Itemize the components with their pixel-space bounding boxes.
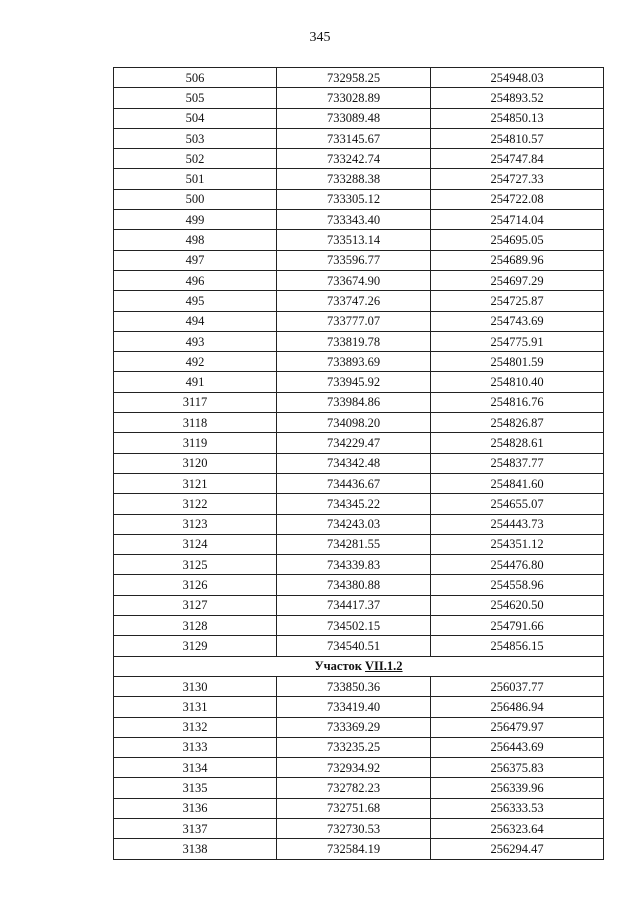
table-row: [114, 128, 604, 148]
y-coordinate-cell: 254695.05: [431, 230, 604, 250]
x-coordinate-cell: 733305.12: [277, 189, 431, 209]
table-row: [114, 149, 604, 169]
x-coordinate-cell: 733145.67: [277, 128, 431, 148]
point-number-cell: 504: [114, 108, 277, 128]
table-row: [114, 189, 604, 209]
x-coordinate-cell: 734436.67: [277, 473, 431, 493]
point-number-cell: 495: [114, 291, 277, 311]
y-coordinate-cell: 254893.52: [431, 88, 604, 108]
point-number-cell: 501: [114, 169, 277, 189]
x-coordinate-cell: 733242.74: [277, 149, 431, 169]
page-number: 345: [309, 30, 331, 45]
point-number-cell: 3117: [114, 392, 277, 412]
y-coordinate-cell: 254810.40: [431, 372, 604, 392]
y-coordinate-cell: 254655.07: [431, 494, 604, 514]
table-row: [114, 270, 604, 290]
x-coordinate-cell: 734342.48: [277, 453, 431, 473]
x-coordinate-cell: 733235.25: [277, 737, 431, 757]
table-row: [114, 737, 604, 757]
table-row: [114, 555, 604, 575]
point-number-cell: 3121: [114, 473, 277, 493]
point-number-cell: 491: [114, 372, 277, 392]
point-number-cell: 3124: [114, 534, 277, 554]
table-row: [114, 88, 604, 108]
point-number-cell: 502: [114, 149, 277, 169]
x-coordinate-cell: 734502.15: [277, 616, 431, 636]
point-number-cell: 498: [114, 230, 277, 250]
y-coordinate-cell: 256323.64: [431, 818, 604, 838]
x-coordinate-cell: 733513.14: [277, 230, 431, 250]
y-coordinate-cell: 254351.12: [431, 534, 604, 554]
y-coordinate-cell: 256443.69: [431, 737, 604, 757]
point-number-cell: 500: [114, 189, 277, 209]
table-row: [114, 453, 604, 473]
table-row: [114, 494, 604, 514]
section-row: [114, 656, 604, 676]
y-coordinate-cell: 256339.96: [431, 778, 604, 798]
x-coordinate-cell: 734380.88: [277, 575, 431, 595]
point-number-cell: 3125: [114, 555, 277, 575]
point-number-cell: 3136: [114, 798, 277, 818]
table-row: [114, 413, 604, 433]
table-row: [114, 839, 604, 859]
table-row: [114, 473, 604, 493]
table-row: [114, 230, 604, 250]
y-coordinate-cell: 254826.87: [431, 413, 604, 433]
y-coordinate-cell: 254841.60: [431, 473, 604, 493]
x-coordinate-cell: 733028.89: [277, 88, 431, 108]
point-number-cell: 506: [114, 68, 277, 88]
x-coordinate-cell: 733819.78: [277, 331, 431, 351]
x-coordinate-cell: 734229.47: [277, 433, 431, 453]
y-coordinate-cell: 254443.73: [431, 514, 604, 534]
point-number-cell: 3120: [114, 453, 277, 473]
x-coordinate-cell: 733984.86: [277, 392, 431, 412]
y-coordinate-cell: 256479.97: [431, 717, 604, 737]
y-coordinate-cell: 254775.91: [431, 331, 604, 351]
point-number-cell: 3118: [114, 413, 277, 433]
y-coordinate-cell: 256375.83: [431, 758, 604, 778]
point-number-cell: 3137: [114, 818, 277, 838]
y-coordinate-cell: 254476.80: [431, 555, 604, 575]
y-coordinate-cell: 254620.50: [431, 595, 604, 615]
x-coordinate-cell: 734339.83: [277, 555, 431, 575]
point-number-cell: 505: [114, 88, 277, 108]
x-coordinate-cell: 733747.26: [277, 291, 431, 311]
y-coordinate-cell: 254856.15: [431, 636, 604, 656]
point-number-cell: 499: [114, 210, 277, 230]
x-coordinate-cell: 733343.40: [277, 210, 431, 230]
y-coordinate-cell: 256294.47: [431, 839, 604, 859]
x-coordinate-cell: 733369.29: [277, 717, 431, 737]
y-coordinate-cell: 254743.69: [431, 311, 604, 331]
table-row: [114, 108, 604, 128]
x-coordinate-cell: 733089.48: [277, 108, 431, 128]
x-coordinate-cell: 734281.55: [277, 534, 431, 554]
point-number-cell: 3130: [114, 676, 277, 696]
x-coordinate-cell: 732751.68: [277, 798, 431, 818]
y-coordinate-cell: 256333.53: [431, 798, 604, 818]
y-coordinate-cell: 254828.61: [431, 433, 604, 453]
point-number-cell: 3134: [114, 758, 277, 778]
table-row: [114, 68, 604, 88]
x-coordinate-cell: 734243.03: [277, 514, 431, 534]
x-coordinate-cell: 733777.07: [277, 311, 431, 331]
table-row: [114, 210, 604, 230]
table-row: [114, 595, 604, 615]
table-body-before-section: [114, 68, 604, 657]
x-coordinate-cell: 734345.22: [277, 494, 431, 514]
table-row: [114, 169, 604, 189]
table-row: [114, 697, 604, 717]
x-coordinate-cell: 733850.36: [277, 676, 431, 696]
y-coordinate-cell: 254810.57: [431, 128, 604, 148]
table-row: [114, 676, 604, 696]
x-coordinate-cell: 732782.23: [277, 778, 431, 798]
point-number-cell: 493: [114, 331, 277, 351]
y-coordinate-cell: 254948.03: [431, 68, 604, 88]
point-number-cell: 503: [114, 128, 277, 148]
y-coordinate-cell: 254558.96: [431, 575, 604, 595]
x-coordinate-cell: 733945.92: [277, 372, 431, 392]
y-coordinate-cell: 254837.77: [431, 453, 604, 473]
y-coordinate-cell: 254801.59: [431, 352, 604, 372]
point-number-cell: 3132: [114, 717, 277, 737]
point-number-cell: 497: [114, 250, 277, 270]
point-number-cell: 3127: [114, 595, 277, 615]
section-prefix: Участок: [314, 659, 362, 674]
y-coordinate-cell: 254714.04: [431, 210, 604, 230]
point-number-cell: 3123: [114, 514, 277, 534]
table-row: [114, 798, 604, 818]
coordinates-table: [113, 67, 604, 860]
point-number-cell: 3128: [114, 616, 277, 636]
x-coordinate-cell: 732584.19: [277, 839, 431, 859]
x-coordinate-cell: 733419.40: [277, 697, 431, 717]
y-coordinate-cell: 254722.08: [431, 189, 604, 209]
point-number-cell: 3129: [114, 636, 277, 656]
table-row: [114, 818, 604, 838]
table-row: [114, 433, 604, 453]
section-label: [114, 656, 604, 676]
point-number-cell: 3131: [114, 697, 277, 717]
point-number-cell: 3135: [114, 778, 277, 798]
table-row: [114, 372, 604, 392]
table-row: [114, 250, 604, 270]
table-row: [114, 291, 604, 311]
point-number-cell: 494: [114, 311, 277, 331]
table-row: [114, 392, 604, 412]
y-coordinate-cell: 254697.29: [431, 270, 604, 290]
table-row: [114, 616, 604, 636]
table-row: [114, 514, 604, 534]
table-row: [114, 758, 604, 778]
x-coordinate-cell: 733596.77: [277, 250, 431, 270]
x-coordinate-cell: 732730.53: [277, 818, 431, 838]
x-coordinate-cell: 733674.90: [277, 270, 431, 290]
point-number-cell: 3122: [114, 494, 277, 514]
x-coordinate-cell: 734540.51: [277, 636, 431, 656]
x-coordinate-cell: 733893.69: [277, 352, 431, 372]
x-coordinate-cell: 733288.38: [277, 169, 431, 189]
y-coordinate-cell: 256486.94: [431, 697, 604, 717]
table-row: [114, 778, 604, 798]
y-coordinate-cell: 254791.66: [431, 616, 604, 636]
x-coordinate-cell: 734417.37: [277, 595, 431, 615]
y-coordinate-cell: 254727.33: [431, 169, 604, 189]
point-number-cell: 3133: [114, 737, 277, 757]
y-coordinate-cell: 254725.87: [431, 291, 604, 311]
table-row: [114, 311, 604, 331]
x-coordinate-cell: 732934.92: [277, 758, 431, 778]
point-number-cell: 492: [114, 352, 277, 372]
point-number-cell: 3126: [114, 575, 277, 595]
point-number-cell: 3119: [114, 433, 277, 453]
table-section-header: [114, 656, 604, 676]
x-coordinate-cell: 734098.20: [277, 413, 431, 433]
y-coordinate-cell: 254816.76: [431, 392, 604, 412]
table-row: [114, 534, 604, 554]
y-coordinate-cell: 254689.96: [431, 250, 604, 270]
table-row: [114, 717, 604, 737]
table-body-after-section: [114, 676, 604, 859]
x-coordinate-cell: 732958.25: [277, 68, 431, 88]
point-number-cell: 3138: [114, 839, 277, 859]
point-number-cell: 496: [114, 270, 277, 290]
table-row: [114, 331, 604, 351]
y-coordinate-cell: 256037.77: [431, 676, 604, 696]
y-coordinate-cell: 254850.13: [431, 108, 604, 128]
y-coordinate-cell: 254747.84: [431, 149, 604, 169]
table-row: [114, 636, 604, 656]
section-code: VII.1.2: [365, 659, 403, 674]
table-row: [114, 575, 604, 595]
table-row: [114, 352, 604, 372]
